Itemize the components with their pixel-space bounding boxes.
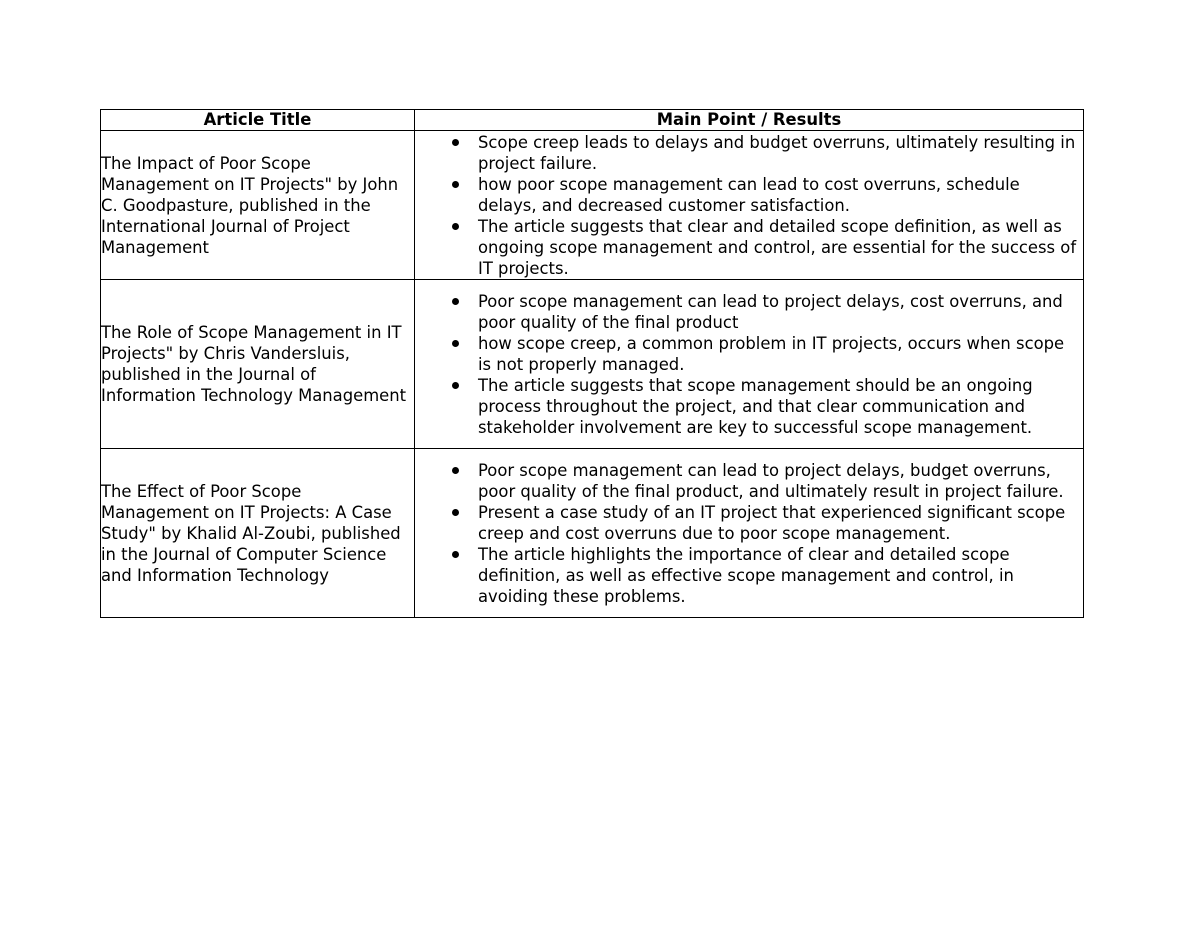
point-text: how scope creep, a common problem in IT projects, occurs when scope is not properly managed.: [478, 333, 1065, 374]
main-points-cell: [415, 280, 1084, 449]
article-title-text: The Role of Scope Management in IT Projects" by Chris Vandersluis, published in the Journal of Information Technology Management: [101, 323, 407, 405]
bullet-icon: [450, 333, 460, 354]
point-text: Poor scope management can lead to project delays, budget overruns, poor quality of the final product, and ultimately result in project failure.: [478, 460, 1064, 501]
main-points-cell: [415, 131, 1084, 280]
article-title-text: The Impact of Poor Scope Management on IT Projects" by John C. Goodpasture, published in the International Journal of Project Management: [101, 153, 399, 257]
list-item: [415, 216, 1077, 279]
column-header-main-point: Main Point / Results: [415, 110, 1084, 131]
article-title-cell: [101, 280, 415, 449]
bullet-icon: [450, 375, 460, 396]
bullet-icon: [450, 544, 460, 565]
bullet-icon: [450, 216, 460, 237]
bullet-icon: [450, 132, 460, 153]
header-row: [101, 110, 1084, 131]
bullet-icon: [450, 460, 460, 481]
main-points-list: [415, 291, 1083, 438]
column-header-article-title: Article Title: [101, 110, 415, 131]
main-points-cell: [415, 449, 1084, 618]
list-item: [415, 544, 1077, 607]
list-item: [415, 333, 1077, 375]
list-item: [415, 291, 1077, 333]
point-text: The article suggests that scope management should be an ongoing process throughout the project, and that clear communication and stakeholder involvement are key to successful scope management.: [478, 375, 1033, 437]
table-row: [101, 131, 1084, 280]
bullet-icon: [450, 291, 460, 312]
bullet-icon: [450, 502, 460, 523]
point-text: Present a case study of an IT project that experienced significant scope creep and cost overruns due to poor scope management.: [478, 502, 1066, 543]
bullet-icon: [450, 174, 460, 195]
article-title-cell: [101, 449, 415, 618]
list-item: [415, 502, 1077, 544]
article-title-text: The Effect of Poor Scope Management on IT Projects: A Case Study" by Khalid Al-Zoubi, published in the Journal of Computer Science and Information Technology: [101, 481, 401, 585]
main-points-list: [415, 460, 1083, 607]
point-text: Scope creep leads to delays and budget overruns, ultimately resulting in project failure.: [478, 132, 1076, 173]
articles-table: [100, 109, 1084, 618]
list-item: [415, 460, 1077, 502]
article-title-cell: [101, 131, 415, 280]
point-text: how poor scope management can lead to cost overruns, schedule delays, and decreased customer satisfaction.: [478, 174, 1020, 215]
table-row: [101, 280, 1084, 449]
point-text: Poor scope management can lead to project delays, cost overruns, and poor quality of the final product: [478, 291, 1063, 332]
table-row: [101, 449, 1084, 618]
list-item: [415, 132, 1077, 174]
main-points-list: [415, 132, 1083, 279]
list-item: [415, 174, 1077, 216]
point-text: The article highlights the importance of clear and detailed scope definition, as well as effective scope management and control, in avoiding these problems.: [478, 544, 1014, 606]
list-item: [415, 375, 1077, 438]
point-text: The article suggests that clear and detailed scope definition, as well as ongoing scope management and control, are essential for the success of IT projects.: [478, 216, 1077, 278]
